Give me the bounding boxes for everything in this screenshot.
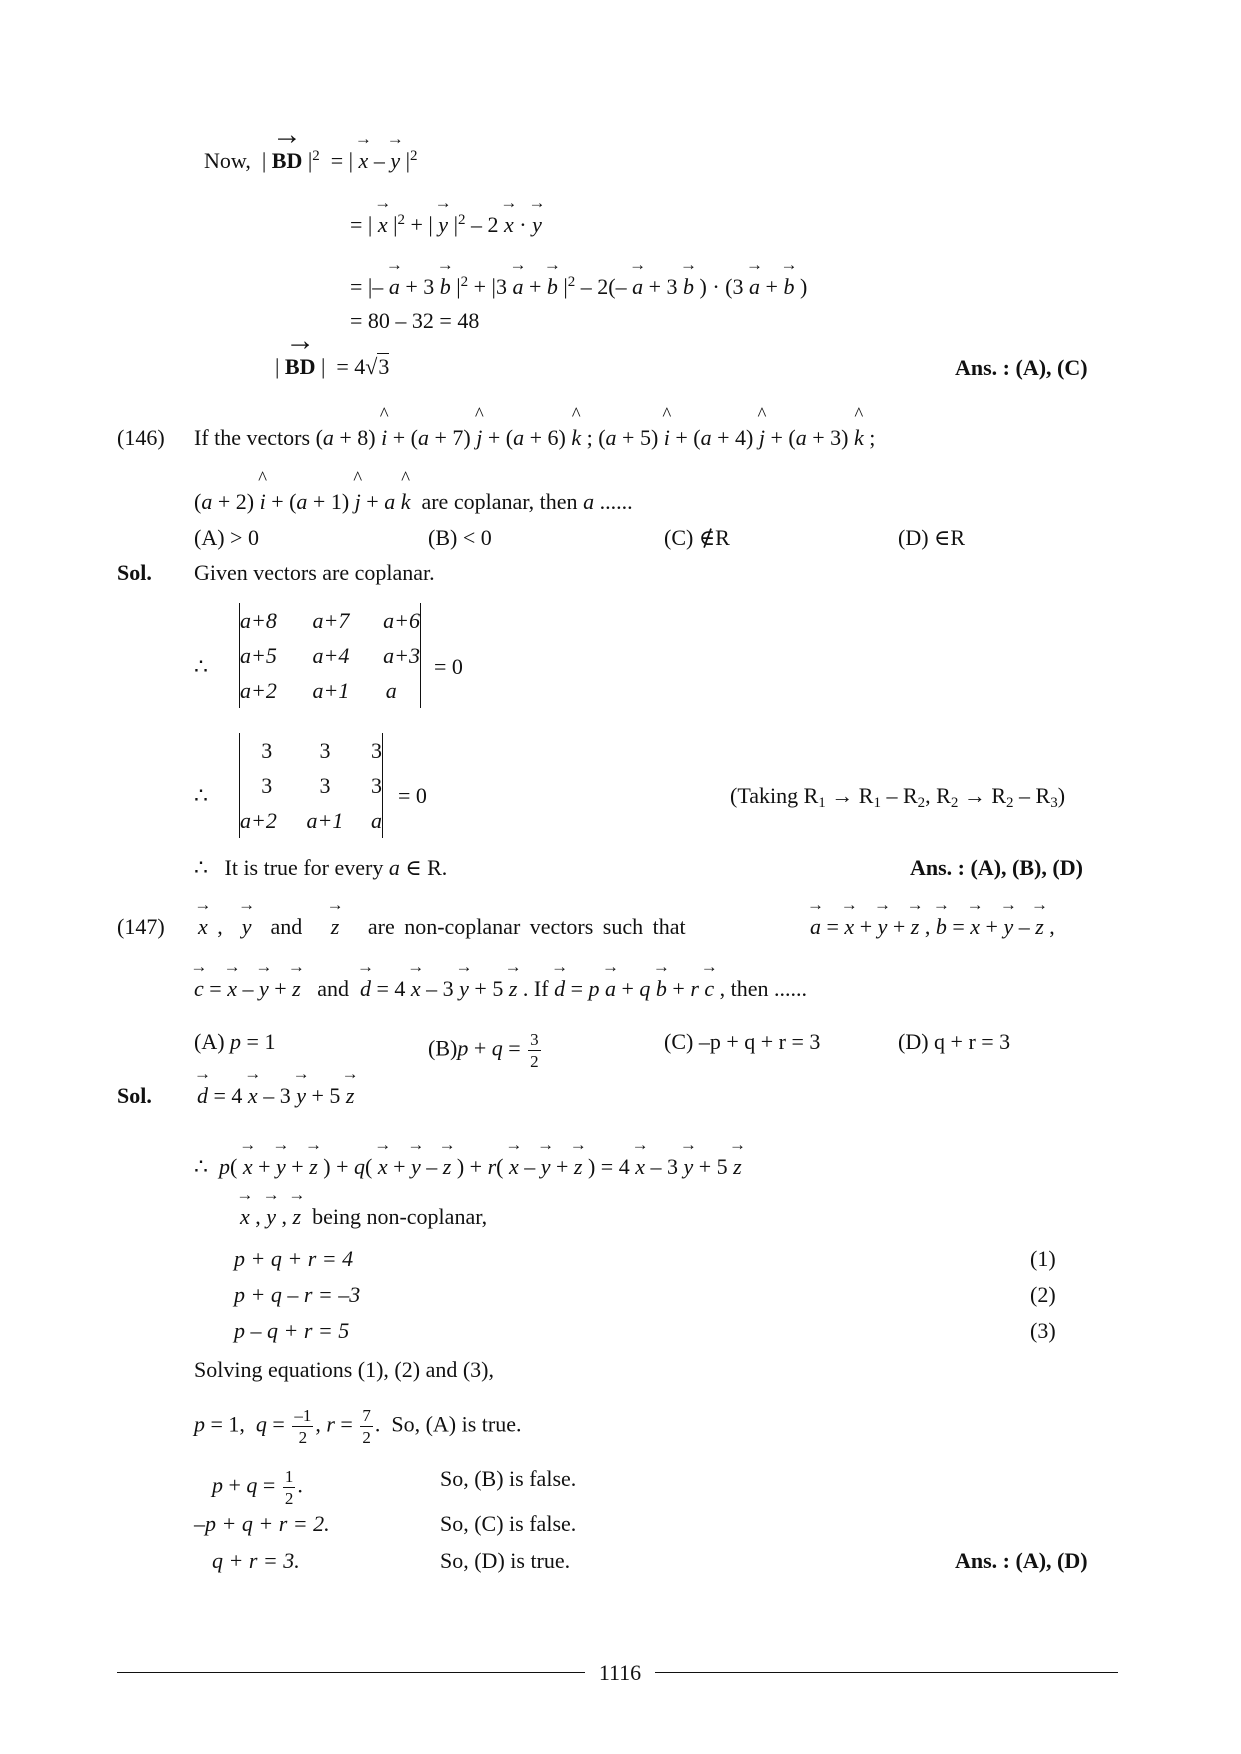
- q146-conclusion: ∴ It is true for every a ∈ R.: [194, 855, 448, 880]
- det2-row-2: 3 3 3: [261, 772, 382, 798]
- q146-statement: If the vectors (a + 8) ^ i + (a + 7) ^ j + (a + 6) ^ k ; (a + 5) ^ i + (a + 4) ^ j + (a + 3) ^ k ;: [194, 427, 875, 449]
- row-operations-note: (Taking $R_1 \to R_1 - R_2$, $R_2 \to R_2 - R_3$): [730, 783, 1066, 811]
- q147-number: (147): [117, 914, 165, 939]
- therefore-2: ∴: [194, 783, 208, 808]
- determinant-1: [239, 603, 421, 708]
- numeric-line: = 80 – 32 = 48: [350, 308, 480, 333]
- page-number: 1116: [598, 1660, 642, 1685]
- equation-3: p – q + r = 5: [234, 1318, 350, 1343]
- q147-statement: → x , → y and → z are non-coplanar vectors such that: [198, 916, 686, 938]
- q147-sol-label: Sol.: [117, 1083, 152, 1108]
- verdict-d: So, (D) is true.: [440, 1548, 571, 1573]
- q146-option-a: (A) > 0: [194, 525, 259, 550]
- q146-sol-label: Sol.: [117, 560, 152, 585]
- bd-magnitude-line: | → BD | = 4√3: [275, 356, 389, 378]
- determinant-2: [239, 733, 383, 838]
- therefore-1: ∴: [194, 654, 208, 679]
- q146-option-d: (D) ∈R: [898, 525, 965, 550]
- equation-2: p + q – r = –3: [234, 1282, 361, 1307]
- det2-row-1: 3 3 3: [261, 737, 382, 763]
- verdict-b: So, (B) is false.: [440, 1466, 577, 1491]
- det1-row-3: a+2 a+1 a: [240, 677, 397, 703]
- footer-rule-left: [117, 1672, 585, 1673]
- q147-option-b: (B)p + q = $\frac{3}{2}$: [428, 1030, 539, 1071]
- q147-noncoplanar: → x , → y , → z being non-coplanar,: [240, 1206, 487, 1228]
- equation-1: p + q + r = 4: [234, 1246, 354, 1271]
- check-d: q + r = 3.: [212, 1548, 300, 1573]
- check-b: p + q = $\frac{1}{2}$ .: [212, 1467, 303, 1508]
- verdict-c: So, (C) is false.: [440, 1511, 577, 1536]
- q146-sol-text: Given vectors are coplanar.: [194, 560, 435, 585]
- det1-row-2: a+5 a+4 a+3: [240, 642, 420, 668]
- det1-row-1: a+8 a+7 a+6: [240, 607, 420, 633]
- q146-option-c: (C) ∉R: [664, 525, 730, 550]
- equation-2-number: (2): [1030, 1282, 1056, 1307]
- substitution-line: = |– → a + 3 → b $|^2 + |3 \to a$ + → b $|^2 - 2(- \to a + 3 \to b$ ) · (3 → a + → b ): [350, 276, 807, 298]
- solution-values: p = 1, q = $\frac{-1}{2}$ , r = $\frac{7}{2}$ . So, (A) is true.: [194, 1406, 522, 1447]
- answer-145: Ans. : (A), (C): [955, 355, 1088, 380]
- q147-sol-d-line: → d = 4 → x – 3 → y + 5 → z: [197, 1085, 354, 1107]
- det2-row-3: a+2 a+1 a: [240, 807, 382, 833]
- det1-equals-zero: = 0: [434, 654, 463, 679]
- q147-cd-definitions: → c = → x – → y + → z and → d = 4 → x – 3 → y + 5 → z . If → d = p → a + q → b + r → c , then ......: [194, 978, 807, 1000]
- check-c: –p + q + r = 2.: [194, 1511, 330, 1536]
- answer-147: Ans. : (A), (D): [955, 1548, 1088, 1573]
- solving-line: Solving equations (1), (2) and (3),: [194, 1357, 494, 1382]
- q147-option-a: (A) p = 1: [194, 1029, 276, 1054]
- vector-bd: → BD: [272, 150, 303, 172]
- footer-rule-right: [655, 1672, 1118, 1673]
- q146-option-b: (B) < 0: [428, 525, 492, 550]
- q147-expansion: ∴ p( → x + → y + → z ) + q( → x + → y – → z ) + r( → x – → y + → z ) = 4 → x – 3 → y + 5 → z: [194, 1156, 742, 1178]
- q146-number: (146): [117, 425, 165, 450]
- expansion-line: = | → x $|^2$ + | → y $|^2 - 2 \to x$ · → y: [350, 214, 542, 236]
- q147-option-d: (D) q + r = 3: [898, 1029, 1011, 1054]
- det2-equals-zero: = 0: [398, 783, 427, 808]
- bd-squared-line: Now, | → BD $|^2$ = | → x – → y $|^2$: [204, 150, 417, 172]
- q146-statement-cont: (a + 2) ^ i + (a + 1) ^ j + a ^ k are coplanar, then a ......: [194, 491, 633, 513]
- now-label: Now,: [204, 148, 251, 173]
- q147-option-c: (C) –p + q + r = 3: [664, 1029, 821, 1054]
- q147-ab-definitions: → a = → x + → y + → z , → b = → x + → y – → z ,: [810, 916, 1055, 938]
- answer-146: Ans. : (A), (B), (D): [910, 855, 1083, 880]
- equation-3-number: (3): [1030, 1318, 1056, 1343]
- equation-1-number: (1): [1030, 1246, 1056, 1271]
